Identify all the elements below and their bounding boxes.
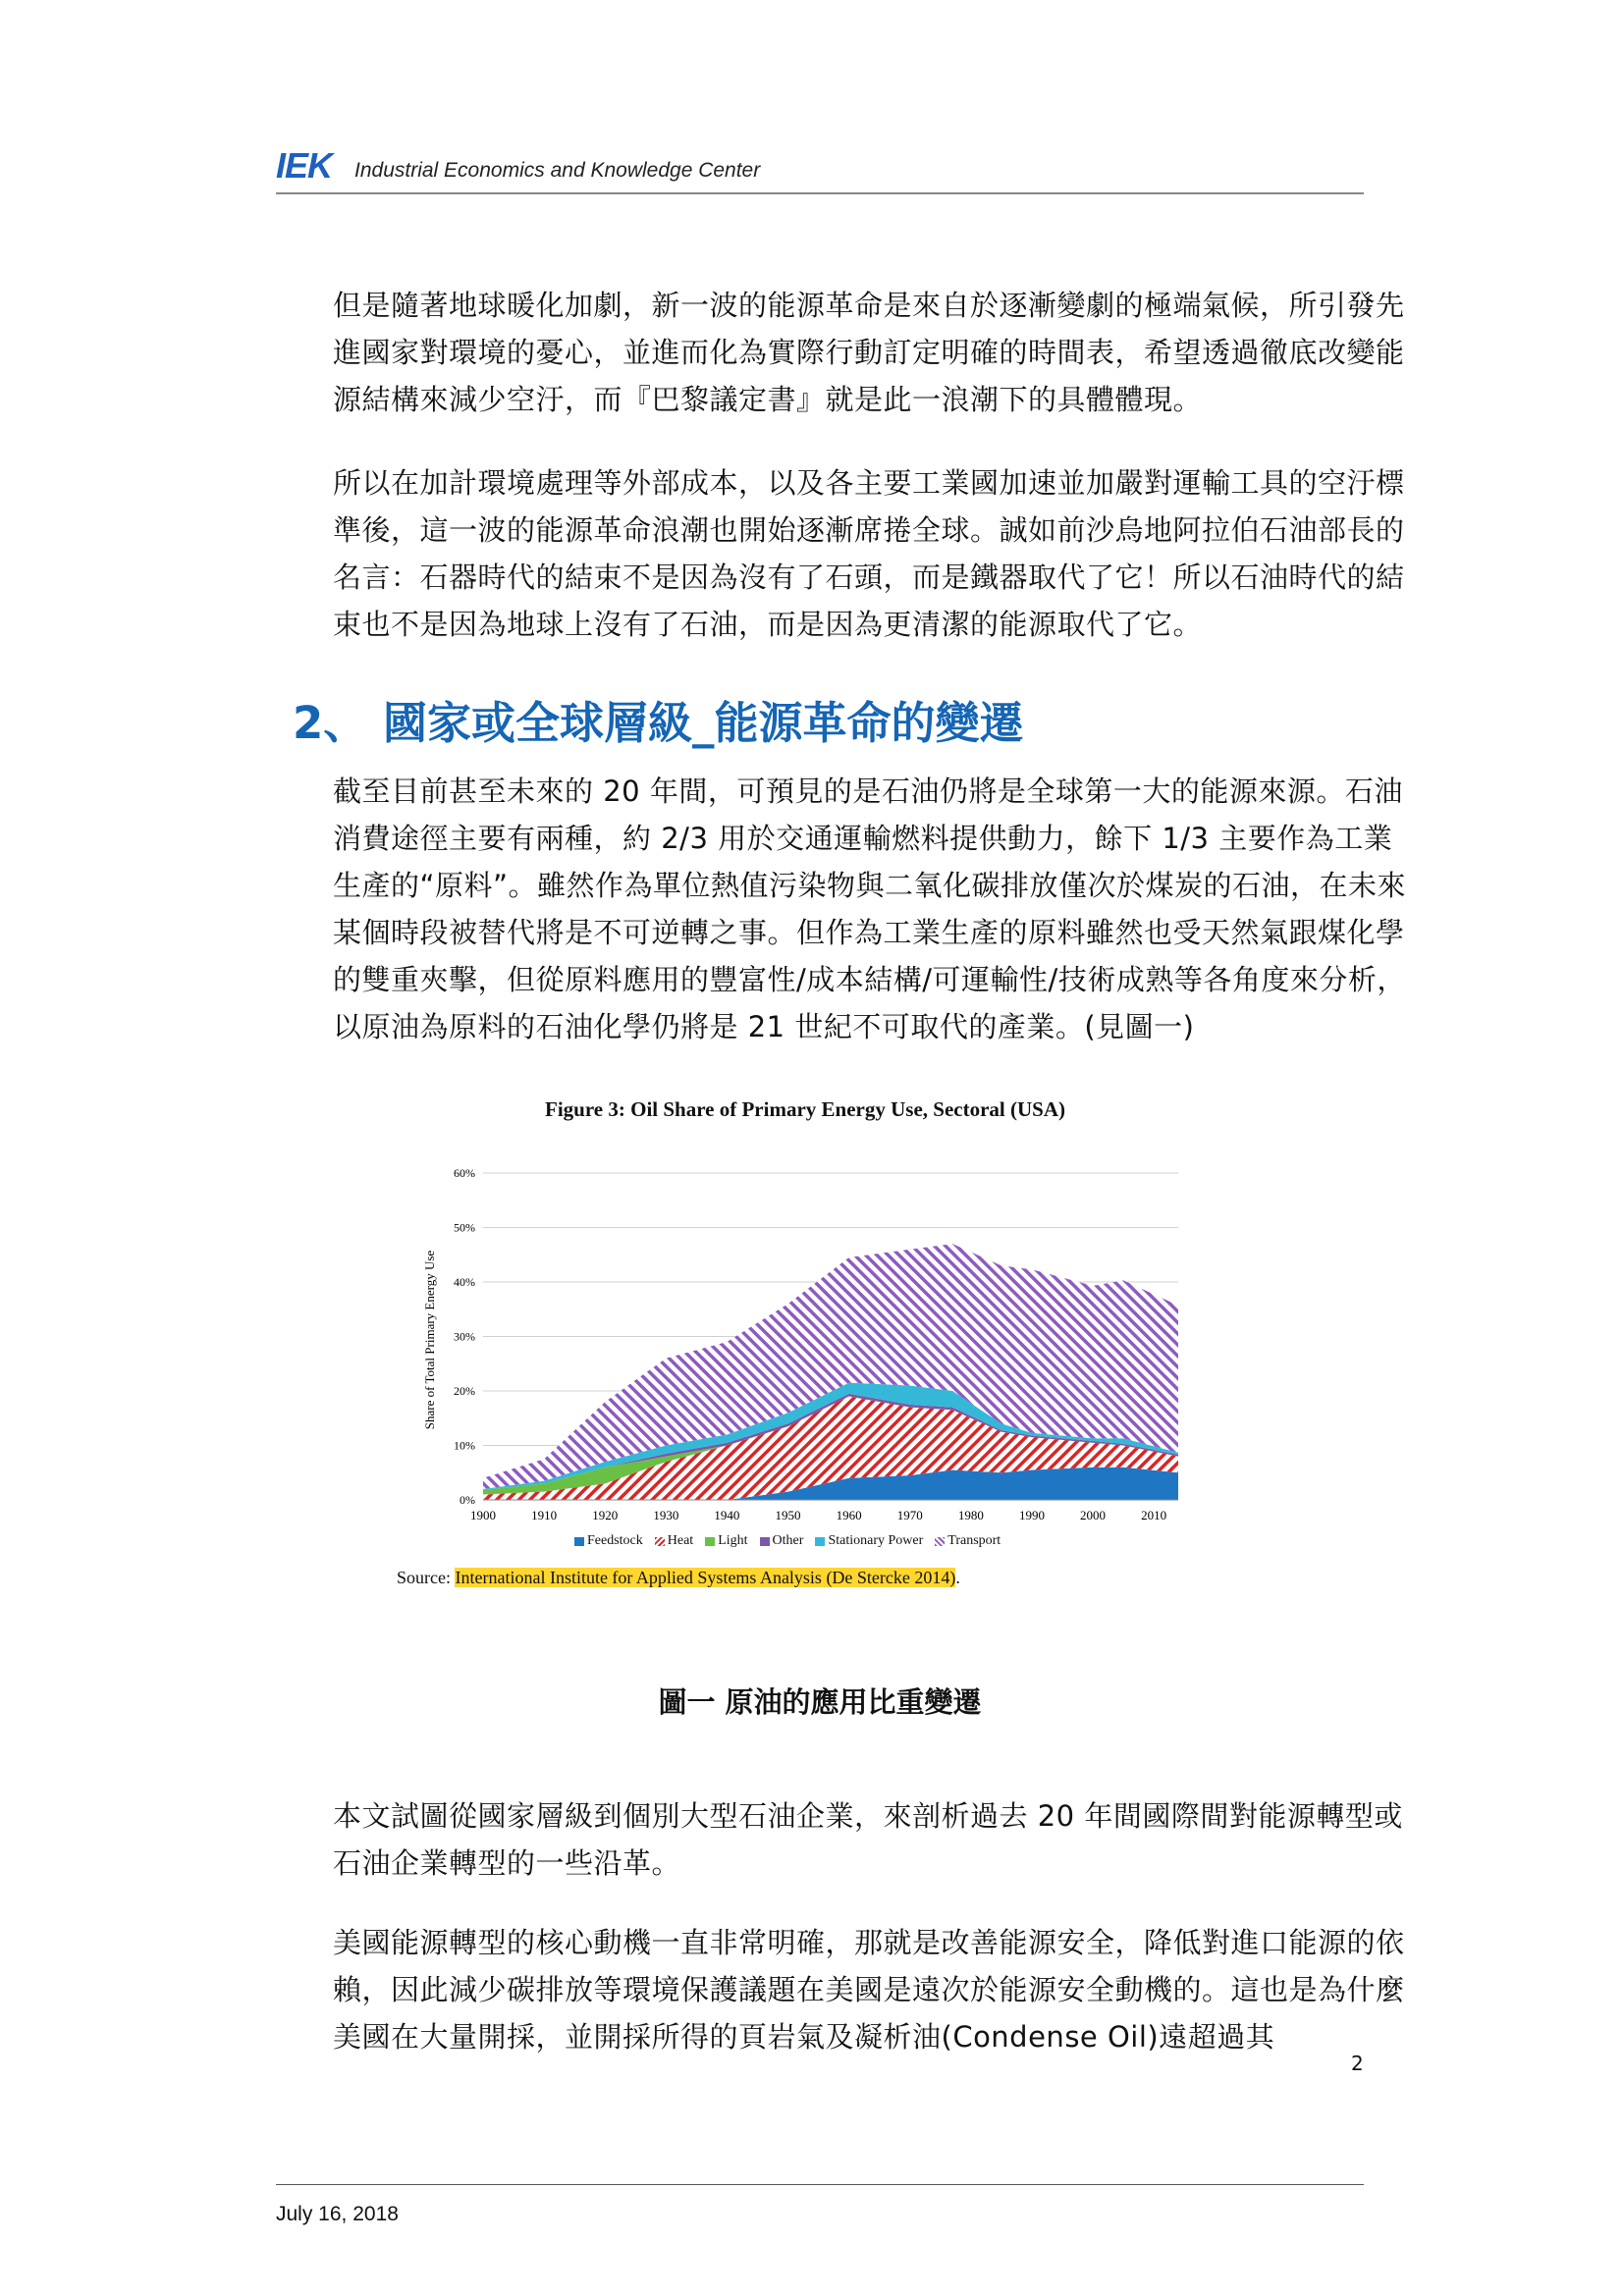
paragraph-5: 美國能源轉型的核心動機一直非常明確，那就是改善能源安全，降低對進口能源的依賴，因此減少碳排放等環境保護議題在美國是遠次於能源安全動機的。這也是為什麼美國在大量開採，並開採所得的頁岩氣及凝析油(Condense Oil)遠超過其 [333, 1926, 1405, 2054]
x-tick-label: 1940 [714, 1508, 740, 1522]
legend-label: Transport [947, 1533, 1001, 1548]
x-tick-label: 1990 [1018, 1508, 1045, 1522]
iek-logo: IEK [276, 145, 333, 186]
header-org-name: Industrial Economics and Knowledge Center [354, 159, 761, 182]
legend-label: Heat [667, 1533, 694, 1548]
page-header [276, 145, 1364, 194]
page-number: 2 [1351, 2052, 1364, 2075]
legend-label: Feedstock [587, 1533, 643, 1548]
legend-swatch [760, 1537, 770, 1546]
paragraph-3: 截至目前甚至未來的 20 年間，可預見的是石油仍將是全球第一大的能源來源。石油消費途徑主要有兩種，約 2/3 用於交通運輸燃料提供動力，餘下 1/3 主要作為工業生產的“原料”。雖然作為單位熱值污染物與二氧化碳排放僅次於煤炭的石油，在未來某個時段被替代將是不可逆轉之事。但作為工業生產的原料雖然也受天然氣跟煤化學的雙重夾擊，但從原料應用的豐富性/成本結構/可運輸性/技術成熟等各角度來分析，以原油為原料的石油化學仍將是 21 世紀不可取代的產業。(見圖一) [333, 774, 1407, 1043]
legend-item [815, 1533, 923, 1549]
legend-swatch [574, 1537, 584, 1546]
oil-share-chart [412, 1148, 1198, 1531]
x-tick-label: 1930 [653, 1508, 679, 1522]
legend-item [705, 1533, 747, 1549]
x-tick-label: 1920 [592, 1508, 619, 1522]
paragraph-2: 所以在加計環境處理等外部成本，以及各主要工業國加速並加嚴對運輸工具的空汙標準後，這一波的能源革命浪潮也開始逐漸席捲全球。誠如前沙烏地阿拉伯石油部長的名言：石器時代的結束不是因為沒有了石頭，而是鐵器取代了它！所以石油時代的結束也不是因為地球上沒有了石油，而是因為更清潔的能源取代了它。 [333, 466, 1405, 641]
legend-label: Other [772, 1533, 804, 1548]
figure-source [397, 1568, 960, 1588]
legend-item [935, 1533, 1001, 1549]
legend-item [760, 1533, 804, 1549]
x-tick-label: 2000 [1080, 1508, 1107, 1522]
y-tick-label: 20% [454, 1384, 475, 1398]
x-tick-label: 1910 [531, 1508, 558, 1522]
footer-date: July 16, 2018 [276, 2203, 399, 2225]
legend-swatch [705, 1537, 715, 1546]
source-prefix: Source: [397, 1568, 456, 1587]
x-tick-label: 1960 [836, 1508, 862, 1522]
x-tick-label: 1970 [896, 1508, 923, 1522]
legend-swatch [815, 1537, 825, 1546]
y-axis-label: Share of Total Primary Energy Use [422, 1250, 437, 1430]
y-tick-label: 60% [454, 1166, 475, 1180]
y-tick-label: 10% [454, 1438, 475, 1453]
y-tick-label: 0% [460, 1493, 475, 1507]
source-text: International Institute for Applied Systems Analysis (De Stercke 2014) [455, 1568, 956, 1587]
y-tick-label: 50% [454, 1220, 475, 1235]
legend-label: Light [718, 1533, 748, 1548]
paragraph-4: 本文試圖從國家層級到個別大型石油企業，來剖析過去 20 年間國際間對能源轉型或石油企業轉型的一些沿革。 [333, 1799, 1403, 1880]
y-tick-label: 40% [454, 1275, 475, 1289]
x-tick-label: 1980 [957, 1508, 984, 1522]
legend-label: Stationary Power [828, 1533, 924, 1548]
page-footer [276, 2184, 1364, 2226]
legend-item [655, 1533, 693, 1549]
paragraph-1: 但是隨著地球暖化加劇，新一波的能源革命是來自於逐漸變劇的極端氣候，所引發先進國家對環境的憂心，並進而化為實際行動訂定明確的時間表，希望透過徹底改變能源結構來減少空汙，而『巴黎議定書』就是此一浪潮下的具體體現。 [333, 289, 1405, 416]
x-tick-label: 1900 [470, 1508, 496, 1522]
chart-legend [574, 1533, 1001, 1549]
source-suffix: . [955, 1568, 960, 1587]
legend-swatch [935, 1537, 945, 1546]
figure-caption: 圖一 原油的應用比重變遷 [658, 1685, 982, 1719]
x-tick-label: 2010 [1141, 1508, 1167, 1522]
y-tick-label: 30% [454, 1329, 475, 1344]
section-title: 2、 國家或全球層級_能源革命的變遷 [293, 697, 1024, 749]
legend-swatch [655, 1537, 665, 1546]
x-tick-label: 1950 [775, 1508, 801, 1522]
legend-item [574, 1533, 643, 1549]
figure-title: Figure 3: Oil Share of Primary Energy Use, Sectoral (USA) [545, 1097, 1065, 1121]
